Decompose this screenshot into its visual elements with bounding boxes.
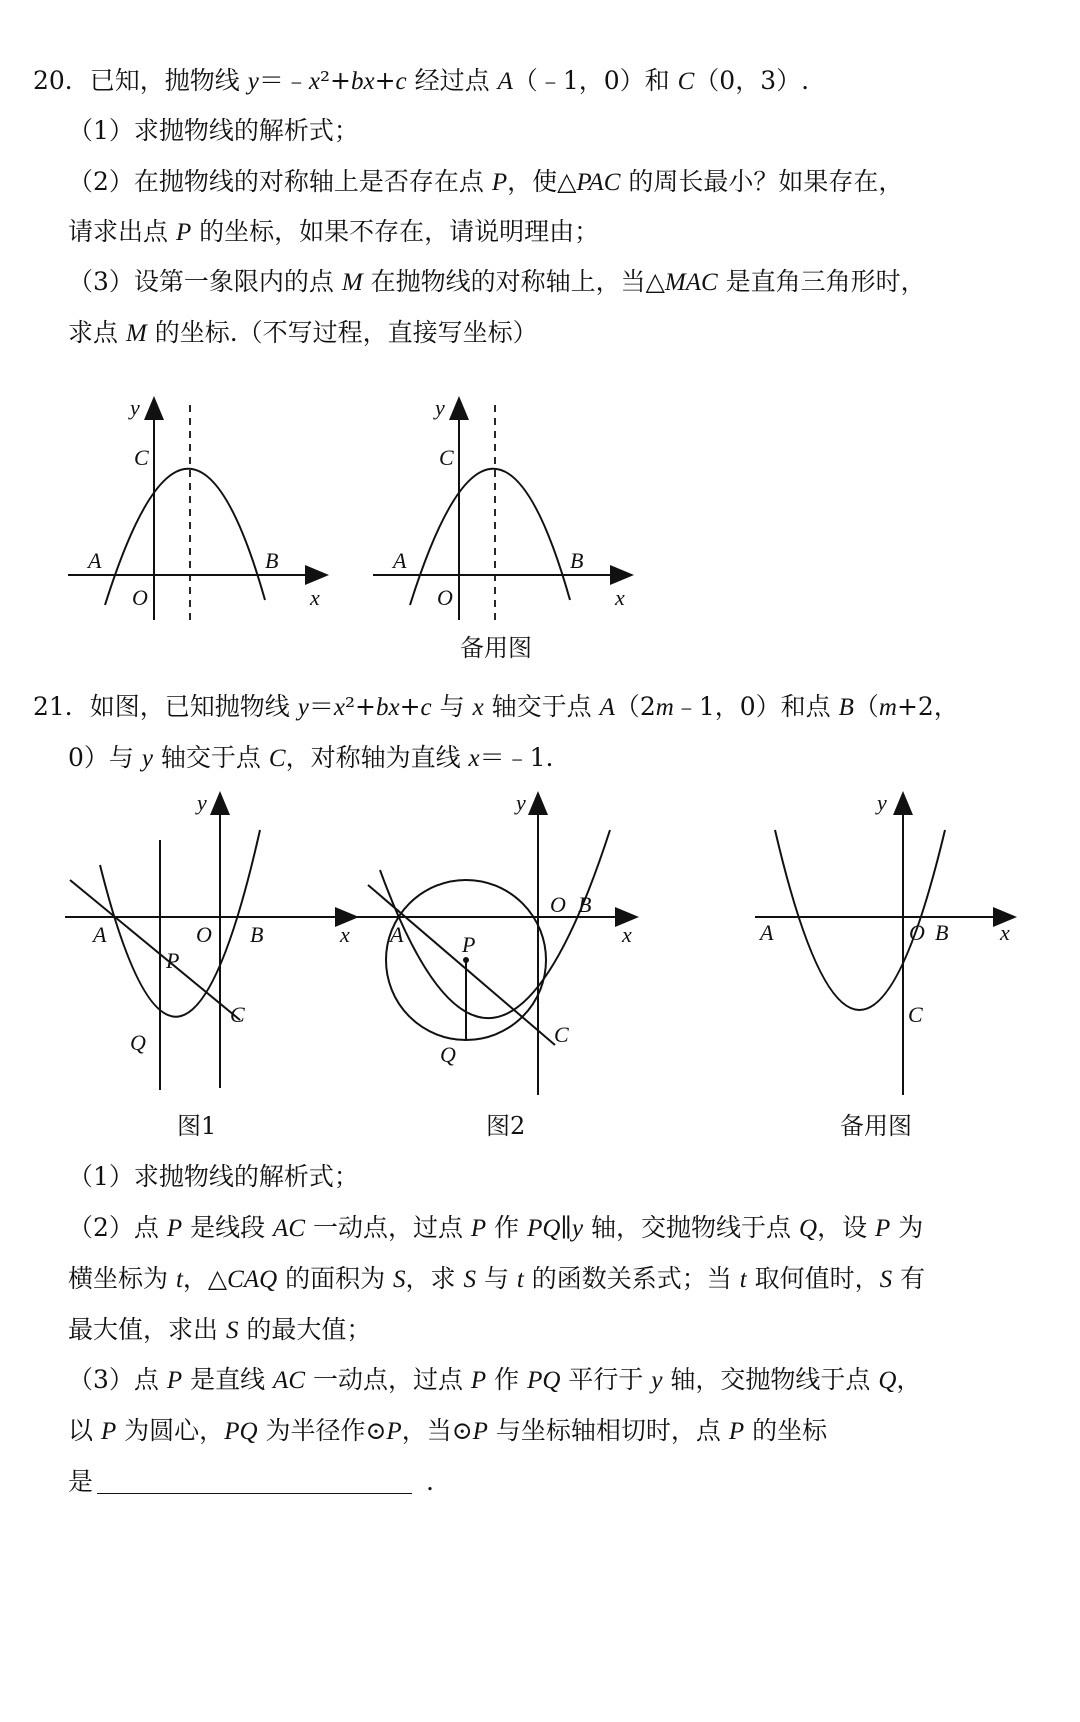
svg-text:B: B: [578, 892, 592, 917]
svg-text:A: A: [760, 920, 774, 945]
q21-part3-line2: 以 P 为圆心，PQ 为半径作⊙P，当⊙P 与坐标轴相切时，点 P 的坐标: [68, 1416, 828, 1445]
svg-text:y: y: [516, 790, 526, 815]
svg-text:A: A: [393, 548, 407, 573]
q21-figure-2: [350, 790, 650, 1100]
label-C: C: [134, 445, 149, 470]
svg-text:P: P: [462, 932, 476, 957]
svg-text:A: A: [93, 922, 107, 947]
svg-text:O: O: [196, 922, 212, 947]
label-B: B: [265, 548, 279, 573]
svg-text:B: B: [570, 548, 584, 573]
label-A: A: [88, 548, 102, 573]
q21-stem-line2: 0）与 y 轴交于点 C，对称轴为直线 x＝﹣1.: [68, 743, 554, 772]
svg-text:C: C: [908, 1002, 923, 1027]
parabola: [105, 469, 265, 605]
q21-caption-spare: 备用图: [840, 1112, 912, 1140]
svg-text:Q: Q: [440, 1042, 456, 1067]
q20-part3-line2: 求点 M 的坐标.（不写过程，直接写坐标）: [68, 318, 538, 347]
label-O: O: [132, 585, 148, 610]
svg-text:B: B: [250, 922, 264, 947]
svg-text:O: O: [550, 892, 566, 917]
svg-text:P: P: [166, 948, 180, 973]
q20-stem: 20．已知，抛物线 y＝﹣x²+bx+c 经过点 A（﹣1，0）和 C（0，3）.: [33, 66, 810, 95]
svg-text:Q: Q: [130, 1030, 146, 1055]
svg-text:O: O: [437, 585, 453, 610]
q20-part2-line1: （2）在抛物线的对称轴上是否存在点 P，使△PAC 的周长最小？如果存在，: [68, 167, 904, 196]
svg-text:B: B: [935, 920, 949, 945]
q20-part2-line2: 请求出点 P 的坐标，如果不存在，请说明理由；: [68, 217, 600, 246]
svg-text:x: x: [340, 922, 350, 947]
svg-text:C: C: [230, 1002, 245, 1027]
svg-text:y: y: [197, 790, 207, 815]
q21-figure-1: [60, 790, 360, 1090]
svg-text:x: x: [615, 585, 625, 610]
answer-blank[interactable]: [97, 1467, 412, 1494]
svg-text:A: A: [390, 922, 404, 947]
q20-figure-spare: [365, 395, 645, 625]
q20-figure-1: [60, 395, 340, 625]
q21-stem-line1: 21．如图，已知抛物线 y＝x²+bx+c 与 x 轴交于点 A（2m﹣1，0）和点 B（m+2，: [33, 692, 959, 721]
label-y: y: [130, 395, 140, 420]
q21-part3-line3: 是 .: [68, 1467, 434, 1496]
svg-text:x: x: [1000, 920, 1010, 945]
label-x: x: [310, 585, 320, 610]
svg-text:O: O: [909, 920, 925, 945]
q21-part1: （1）求抛物线的解析式；: [68, 1162, 359, 1191]
svg-text:y: y: [877, 790, 887, 815]
line-AC: [70, 880, 240, 1020]
svg-text:C: C: [439, 445, 454, 470]
q21-figure-spare: [755, 790, 1025, 1100]
svg-text:y: y: [435, 395, 445, 420]
q20-spare-caption: 备用图: [460, 634, 532, 662]
q20-part1: （1）求抛物线的解析式；: [68, 116, 359, 145]
q21-caption-2: 图2: [486, 1112, 526, 1140]
q21-part2-line3: 最大值，求出 S 的最大值；: [68, 1315, 372, 1344]
q20-part3-line1: （3）设第一象限内的点 M 在抛物线的对称轴上，当△MAC 是直角三角形时，: [68, 267, 926, 296]
q21-part3-line1: （3）点 P 是直线 AC 一动点，过点 P 作 PQ 平行于 y 轴，交抛物线于点 Q，: [68, 1365, 922, 1394]
point-P: [463, 957, 469, 963]
q21-caption-1: 图1: [177, 1112, 217, 1140]
svg-text:C: C: [554, 1022, 569, 1047]
svg-text:x: x: [622, 922, 632, 947]
q21-part2-line2: 横坐标为 t，△CAQ 的面积为 S，求 S 与 t 的函数关系式；当 t 取何值时，S 有: [68, 1264, 926, 1293]
q21-part2-line1: （2）点 P 是线段 AC 一动点，过点 P 作 PQ∥y 轴，交抛物线于点 Q，设 P 为: [68, 1213, 924, 1242]
